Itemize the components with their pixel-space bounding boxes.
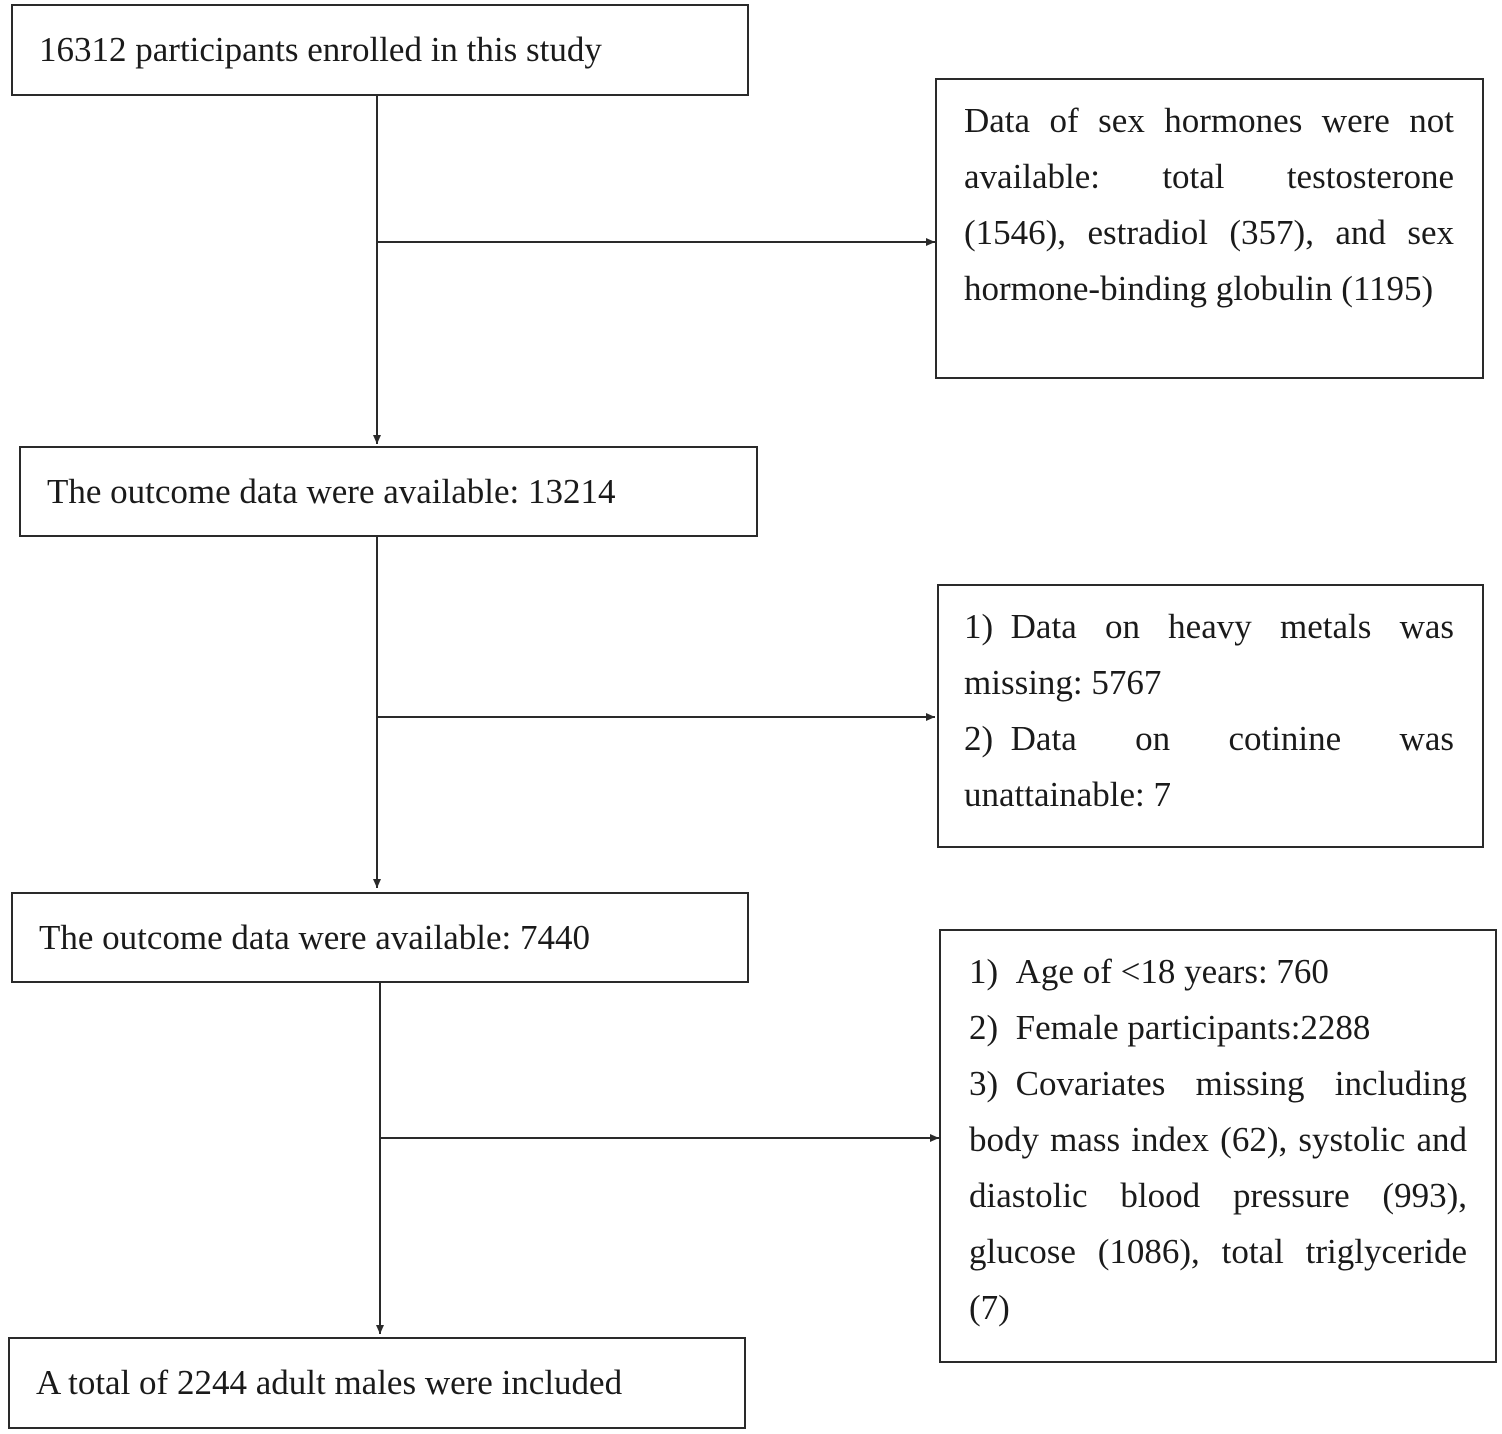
step-outcome-13214-box	[19, 446, 758, 537]
step-outcome-7440-box	[11, 892, 749, 983]
exclusion-covariates-item: 3) Covariates missing including body mass index (62), systolic and diastolic blood pressure (993), glucose (1086), total triglyceride (7)	[969, 1064, 1467, 1327]
step-final-included-box	[8, 1337, 746, 1429]
exclusion-age-sex-covariates-box	[939, 929, 1497, 1363]
exclusion-sex-hormones-text: Data of sex hormones were not available: total testosterone (1546), estradiol (357), and sex hormone-binding globulin (1195)	[964, 101, 1454, 308]
step-outcome-7440-text: The outcome data were available: 7440	[39, 917, 591, 957]
exclusion-metals-cotinine-box	[937, 584, 1484, 848]
step-final-included-text: A total of 2244 adult males were included	[36, 1363, 623, 1402]
step-enrolled-box	[11, 4, 749, 96]
exclusion-sex-hormones-box	[935, 78, 1484, 379]
step-enrolled-text: 16312 participants enrolled in this study	[39, 30, 602, 69]
exclusion-female-item: 2) Female participants:2288	[969, 1008, 1371, 1047]
exclusion-age-item: 1) Age of <18 years: 760	[969, 952, 1329, 991]
step-outcome-13214-text: The outcome data were available: 13214	[47, 471, 616, 511]
exclusion-metals-item: 1) Data on heavy metals was missing: 5767	[964, 607, 1454, 702]
exclusion-cotinine-item: 2) Data on cotinine was unattainable: 7	[964, 719, 1454, 814]
